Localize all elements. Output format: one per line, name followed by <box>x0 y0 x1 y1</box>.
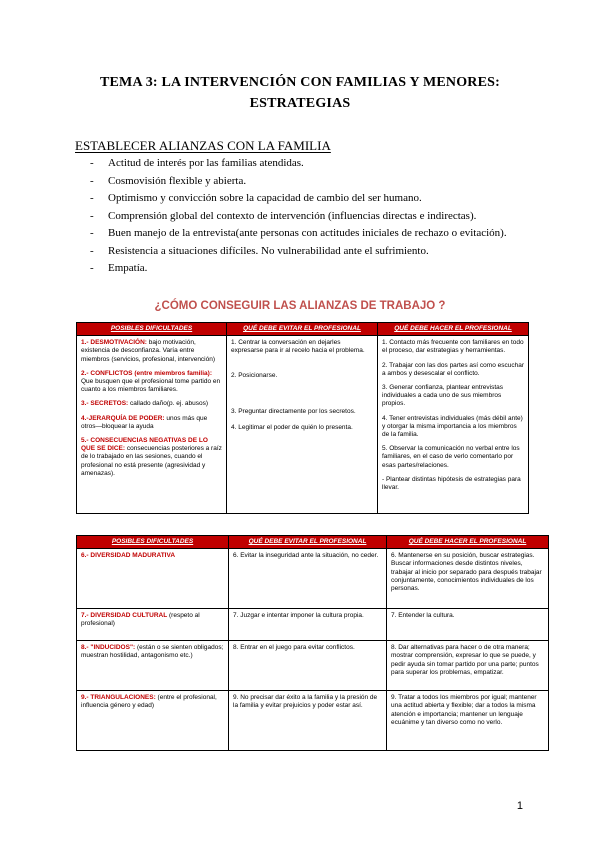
avoid-item: 1. Centrar la conversación en dejarles expresarse para ir al recelo hacia el problema. <box>231 339 365 355</box>
difficulty-item: 2.- CONFLICTOS (entre miembros familia): Que busquen que el profesional tome partido en cuanto a los miembros familiares. <box>81 369 221 394</box>
bullet-list <box>90 155 530 278</box>
title-line-1: TEMA 3: LA INTERVENCIÓN CON FAMILIAS Y MENORES: <box>99 75 501 90</box>
avoid-item: 3. Preguntar directamente por los secretos. <box>231 407 356 415</box>
do-item: 2. Trabajar con las dos partes así como escuchar a ambos y desescalar el conflicto. <box>382 361 524 377</box>
table-header: QUÉ DEBE HACER EL PROFESIONAL <box>378 323 529 336</box>
do-item: 5. Observar la comunicación no verbal entre los familiares, en el caso de verlo comentarlo por esas partes/relaciones. <box>382 445 520 469</box>
table-row: 7.- DIVERSIDAD CULTURAL (respeto al profesional) 7. Juzgar e intentar imponer la cultura propia. 7. Entender la cultura. <box>77 609 549 641</box>
list-item: - Actitud de interés por las familias atendidas. <box>90 155 530 173</box>
table-header: QUÉ DEBE HACER EL PROFESIONAL <box>387 536 549 549</box>
table-subtitle: ¿CÓMO CONSEGUIR LAS ALIANZAS DE TRABAJO ? <box>154 300 446 312</box>
alliances-table-1 <box>76 322 529 514</box>
do-item: 3. Generar confianza, plantear entrevistas individuales a cada uno de sus miembros propios. <box>382 384 504 408</box>
list-item: - Buen manejo de la entrevista(ante personas con actitudes iniciales de rechazo o evitación). <box>90 225 530 243</box>
page-title <box>60 72 540 114</box>
difficulties-cell <box>77 336 227 514</box>
difficulty-item: 5.- CONSECUENCIAS NEGATIVAS DE LO QUE SE DICE: consecuencias posteriores a raíz de lo trabajado en las sesiones, cuando el profesional no está presente (agresividad y amenazas). <box>81 437 222 477</box>
table-header: POSIBLES DIFICULTADES <box>77 536 229 549</box>
list-item: - Resistencia a situaciones difíciles. No vulnerabilidad ante el sufrimiento. <box>90 243 530 261</box>
title-line-2: ESTRATEGIAS <box>249 96 351 111</box>
do-item: - Plantear distintas hipótesis de estrategias para llevar. <box>382 475 521 492</box>
list-item: - Comprensión global del contexto de intervención (influencias directas e indirectas). <box>90 208 530 226</box>
table-header: POSIBLES DIFICULTADES <box>77 323 227 336</box>
table-row: 8.- "INDUCIDOS": (están o se sienten obligados; muestran hostilidad, antagonismo etc.) 8. Entrar en el juego para evitar conflictos. 8. Dar alternativas para hacer o de otra manera; mostrar comprensión, expresar lo que se puede, y pedir ayuda sin tomar partido por una parte; puntos para superar los problemas, empatizar. <box>77 641 549 691</box>
avoid-item: 2. Posicionarse. <box>231 371 278 379</box>
avoid-cell <box>227 336 378 514</box>
difficulty-item: 4.-JERARQUÍA DE PODER: unos más que otros—bloquear la ayuda <box>81 414 208 430</box>
difficulty-item: 1.- DESMOTIVACIÓN: bajo motivación, existencia de desconfianza. Varía entre miembros (servicios, profesional, intervención) <box>81 339 216 363</box>
list-item: - Cosmovisión flexible y abierta. <box>90 173 530 191</box>
do-cell <box>378 336 529 514</box>
difficulty-item: 3.- SECRETOS: callado daño(p. ej. abusos) <box>81 400 209 408</box>
alliances-table-2 <box>76 535 549 751</box>
avoid-item: 4. Legitimar el poder de quién lo presenta. <box>231 424 353 432</box>
do-item: 1. Contacto más frecuente con familiares en todo el proceso, dar estrategias y herramientas. <box>382 339 524 355</box>
table-row: 6.- DIVERSIDAD MADURATIVA 6. Evitar la inseguridad ante la situación, no ceder. 6. Mantenerse en su posición, buscar estrategias. Buscar informaciones desde distintos niveles, trabajar al inicio por separado para después trabajar conjuntamente, conocimientos individuales de los personas. <box>77 549 549 609</box>
page-number: 1 <box>516 800 523 812</box>
do-item: 4. Tener entrevistas individuales (más débil ante) y otorgar la misma importancia a los miembros de la familia. <box>382 414 523 439</box>
table-row: 9.- TRIANGULACIONES: (entre el profesional, influencia género y edad) 9. No precisar dar éxito a la familia y la presión de la familia y evitar prejuicios y poder estar así. 9. Tratar a todos los miembros por igual; mantener una actitud abierta y flexible; dar a todos la misma atención e importancia; mantener un lenguaje ecuánime y tan diverso como no verlo. <box>77 691 549 751</box>
list-item: - Empatía. <box>90 260 530 278</box>
list-item: - Optimismo y convicción sobre la capacidad de cambio del ser humano. <box>90 190 530 208</box>
section-heading: ESTABLECER ALIANZAS CON LA FAMILIA <box>75 138 331 153</box>
table-header: QUÉ DEBE EVITAR EL PROFESIONAL <box>227 323 378 336</box>
table-header: QUÉ DEBE EVITAR EL PROFESIONAL <box>229 536 387 549</box>
